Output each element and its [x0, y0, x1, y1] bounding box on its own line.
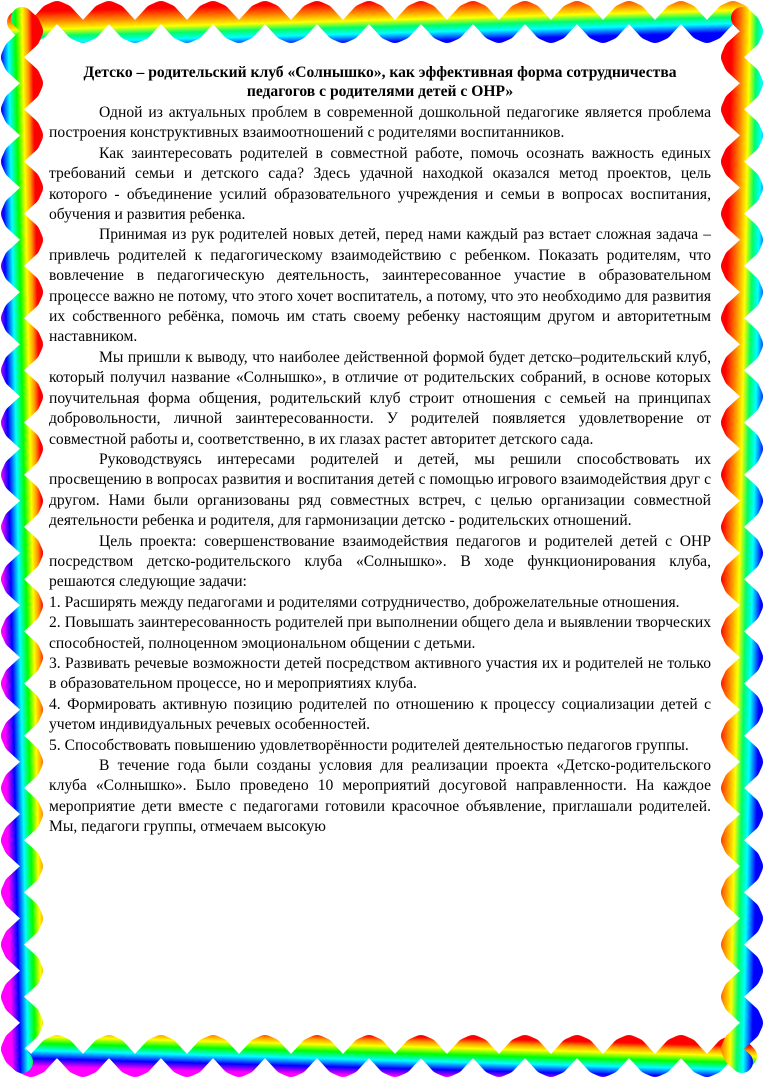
task-item: 3. Развивать речевые возможности детей посредством активного участия их и родителей не только в образовательном процессе, но и мероприятиях клуба. [49, 654, 711, 693]
task-item: 4. Формировать активную позицию родителей по отношению к процессу социализации детей с учетом индивидуальных речевых особенностей. [49, 695, 711, 734]
article-title: Детско – родительский клуб «Солнышко», как эффективная форма сотрудничества педагогов с родителями детей с ОНР» [83, 64, 677, 100]
paragraph: Как заинтересовать родителей в совместной работе, помочь осознать важность единых требований семьи и детского сада? Здесь удачной находкой оказался метод проектов, цель которого - объединение усилий образовательного учреждения и семьи в вопросах воспитания, обучения и развития ребенка. [49, 144, 711, 224]
task-item: 2. Повышать заинтересованность родителей при выполнении общего дела и выявлении творческих способностей, полноценном эмоциональном общении с детьми. [49, 614, 711, 652]
wave-stroke [18, 12, 746, 32]
paragraph: Одной из актуальных проблем в современной дошкольной педагогике является проблема построения конструктивных взаимоотношений с родителями воспитанников. [49, 104, 711, 142]
wave-left [12, 18, 32, 1062]
wave-bottom [18, 1046, 746, 1066]
paragraph: Принимая из рук родителей новых детей, перед нами каждый раз встает сложная задача – привлечь родителей к педагогическому взаимодействию с ребенком. Показать родителям, что вовлечение в педагогическую деятельность, заинтересованное участие в образовательном процессе важно не потому, что этого хочет воспитатель, а потому, что это необходимо для развития их собственного ребёнка, помочь им стать своему ребенку настоящим другом и авторитетным наставником. [49, 226, 711, 346]
closing-paragraph: В течение года были созданы условия для реализации проекта «Детско-родительского клуба «Солнышко». Было проведено 10 мероприятий досуговой направленности. На каждое мероприятие дети вместе с педагогами готовили красочное объявление, приглашали родителей. Мы, педагоги группы, отмечаем высокую [49, 757, 711, 836]
task-item: 1. Расширять между педагогами и родителями сотрудничество, доброжелательные отношения. [49, 593, 680, 611]
article [49, 63, 711, 1023]
wave-stroke [732, 18, 752, 1062]
wave-top [18, 12, 746, 32]
wave-right [732, 18, 752, 1062]
paragraph: Мы пришли к выводу, что наиболее действенной формой будет детско–родительский клуб, который получил название «Солнышко», в отличие от родительских собраний, в основе которых поучительная форма общения, родительский клуб строит отношения с семьей на принципах добровольности, личной заинтересованности. У родителей появляется удовлетворение от совместной работы и, соответственно, в их глазах растет авторитет детского сада. [49, 348, 711, 448]
paragraph: Цель проекта: совершенствование взаимодействия педагогов и родителей детей с ОНР посредством детско-родительского клуба «Солнышко». В ходе функционирования клуба, решаются следующие задачи: [49, 532, 711, 591]
task-item: 5. Способствовать повышению удовлетворённости родителей деятельностью педагогов группы. [49, 736, 689, 754]
paragraph: Руководствуясь интересами родителей и детей, мы решили способствовать их просвещению в вопросах развития и воспитания детей с помощью игрового взаимодействия друг с другом. Нами были организованы ряд совместных встреч, с целью организации совместной деятельности ребенка и родителя, для гармонизации детско - родительских отношений. [49, 450, 711, 530]
wave-stroke [12, 18, 32, 1062]
wave-stroke [18, 1046, 746, 1066]
